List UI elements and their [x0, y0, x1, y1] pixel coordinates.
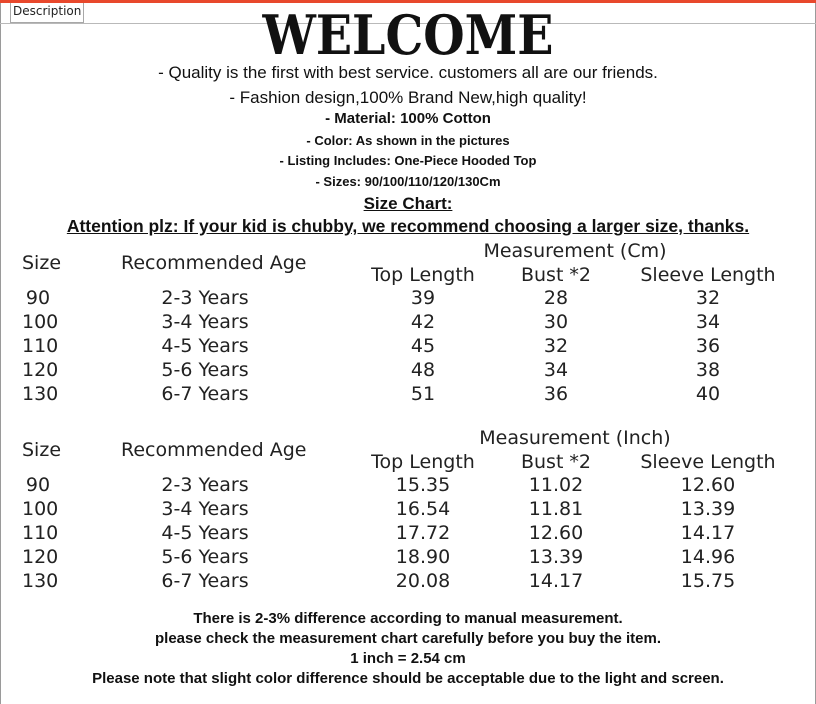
cell-age: 6-7 Years [161, 570, 249, 592]
cell-bust: 34 [543, 359, 569, 381]
cell-size: 130 [22, 570, 59, 592]
cell-age: 2-3 Years [161, 287, 249, 309]
col-header-sleeve-length: Sleeve Length [640, 264, 776, 286]
attention-note: Attention plz: If your kid is chubby, we recommend choosing a larger size, thanks. [66, 216, 750, 236]
cell-size: 100 [22, 311, 59, 333]
cell-size: 110 [22, 335, 59, 357]
table-row [0, 383, 816, 407]
note-inch-conversion: 1 inch = 2.54 cm [350, 650, 466, 667]
col-header-age: Recommended Age [121, 439, 307, 461]
cell-age: 3-4 Years [161, 311, 249, 333]
table-row [0, 287, 816, 311]
cell-top-length: 51 [410, 383, 436, 405]
cell-bust: 28 [543, 287, 569, 309]
cell-sleeve-length: 38 [695, 359, 721, 381]
cell-size: 90 [25, 287, 51, 309]
cell-size: 90 [25, 474, 51, 496]
col-header-top-length: Top Length [371, 451, 475, 473]
cell-sleeve-length: 14.96 [680, 546, 736, 568]
table-row [0, 335, 816, 359]
intro-line-listing: - Listing Includes: One-Piece Hooded Top [279, 153, 537, 168]
cell-sleeve-length: 40 [695, 383, 721, 405]
cell-top-length: 17.72 [395, 522, 451, 544]
table-row [0, 546, 816, 570]
col-header-measurement: Measurement (Cm) [483, 240, 667, 262]
cell-sleeve-length: 13.39 [680, 498, 736, 520]
cell-sleeve-length: 14.17 [680, 522, 736, 544]
col-header-size: Size [22, 252, 62, 274]
cell-age: 2-3 Years [161, 474, 249, 496]
cell-size: 130 [22, 383, 59, 405]
cell-bust: 30 [543, 311, 569, 333]
note-color-difference: Please note that slight color difference should be acceptable due to the light and screen. [92, 670, 724, 687]
col-header-measurement: Measurement (Inch) [479, 427, 671, 449]
cell-sleeve-length: 36 [695, 335, 721, 357]
note-measurement-difference: There is 2-3% difference according to manual measurement. [193, 610, 623, 627]
cell-top-length: 39 [410, 287, 436, 309]
intro-line-material: - Material: 100% Cotton [325, 110, 491, 127]
col-header-bust: Bust *2 [520, 264, 592, 286]
col-header-size: Size [22, 439, 62, 461]
cell-age: 3-4 Years [161, 498, 249, 520]
note-check-chart: please check the measurement chart carefully before you buy the item. [154, 630, 661, 647]
cell-size: 110 [22, 522, 59, 544]
cell-top-length: 18.90 [395, 546, 451, 568]
col-header-bust: Bust *2 [520, 451, 592, 473]
cell-size: 120 [22, 546, 59, 568]
cell-sleeve-length: 34 [695, 311, 721, 333]
intro-line-color: - Color: As shown in the pictures [306, 133, 510, 148]
cell-bust: 32 [543, 335, 569, 357]
cell-top-length: 45 [410, 335, 436, 357]
cell-size: 100 [22, 498, 59, 520]
table-row [0, 522, 816, 546]
cell-top-length: 20.08 [395, 570, 451, 592]
cell-age: 4-5 Years [161, 522, 249, 544]
cell-age: 4-5 Years [161, 335, 249, 357]
cell-bust: 13.39 [528, 546, 584, 568]
welcome-heading: WELCOME [262, 3, 554, 67]
cell-sleeve-length: 12.60 [680, 474, 736, 496]
intro-line-sizes: - Sizes: 90/100/110/120/130Cm [315, 174, 501, 189]
intro-line-fashion: - Fashion design,100% Brand New,high quality! [229, 88, 587, 107]
col-header-top-length: Top Length [371, 264, 475, 286]
table-row [0, 311, 816, 335]
cell-age: 6-7 Years [161, 383, 249, 405]
cell-bust: 11.81 [528, 498, 584, 520]
cell-sleeve-length: 32 [695, 287, 721, 309]
size-table-cm [0, 238, 816, 405]
table-row [0, 359, 816, 383]
description-tab[interactable]: Description [10, 3, 84, 23]
cell-age: 5-6 Years [161, 359, 249, 381]
col-header-age: Recommended Age [121, 252, 307, 274]
cell-top-length: 48 [410, 359, 436, 381]
table-row [0, 570, 816, 594]
cell-sleeve-length: 15.75 [680, 570, 736, 592]
cell-bust: 14.17 [528, 570, 584, 592]
intro-line-quality: - Quality is the first with best service. customers all are our friends. [158, 63, 658, 82]
size-table-inch [0, 425, 816, 592]
size-chart-title: Size Chart: [363, 194, 453, 213]
cell-top-length: 42 [410, 311, 436, 333]
cell-top-length: 15.35 [395, 474, 451, 496]
col-header-sleeve-length: Sleeve Length [640, 451, 776, 473]
cell-bust: 12.60 [528, 522, 584, 544]
cell-age: 5-6 Years [161, 546, 249, 568]
cell-bust: 11.02 [528, 474, 584, 496]
table-row [0, 498, 816, 522]
table-row [0, 474, 816, 498]
cell-size: 120 [22, 359, 59, 381]
cell-top-length: 16.54 [395, 498, 451, 520]
cell-bust: 36 [543, 383, 569, 405]
